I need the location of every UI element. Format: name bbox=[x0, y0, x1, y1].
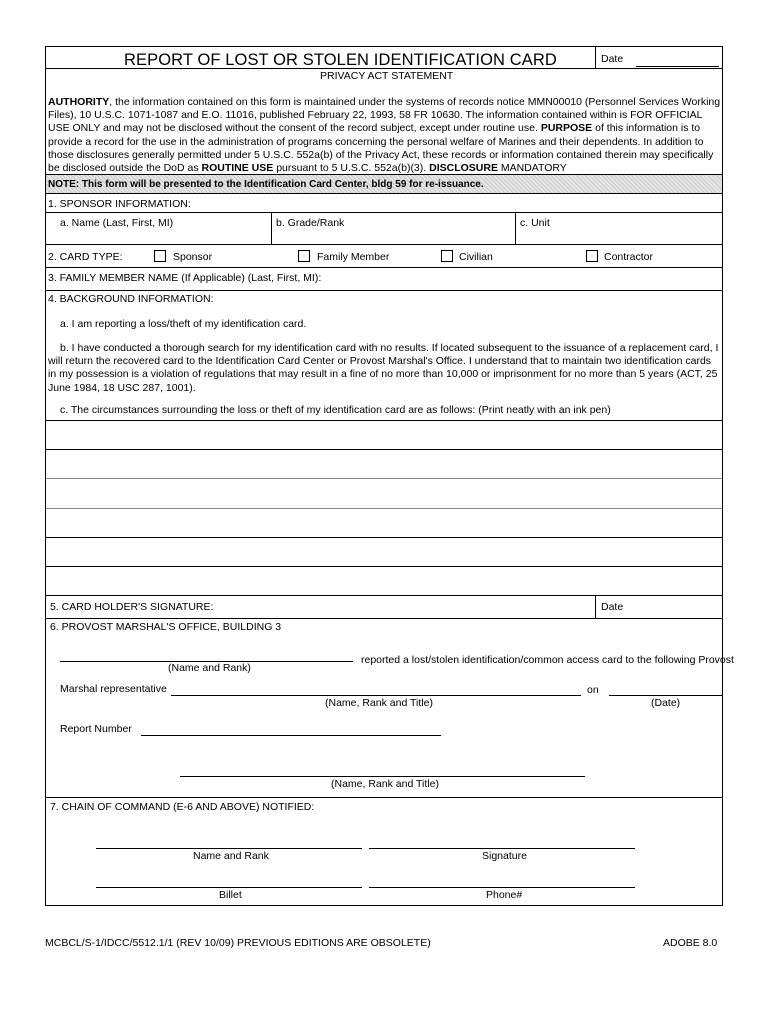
family-member-option-label: Family Member bbox=[317, 251, 390, 263]
authority-text: , the information contained on this form is maintained under the systems of records notice MMN00010 (Personnel Services Working Files), 10 U.S.C. 1071-1087 and E.O. 11016, published February 22, 1993, 58 FR 10630. The information contained within is FOR OFFICIAL USE ONLY and may not be disclosed without the consent of the record subject, except under routine use. bbox=[48, 96, 721, 135]
background-item-a: a. I am reporting a loss/theft of my identification card. bbox=[60, 318, 307, 330]
card-holder-signature-label: 5. CARD HOLDER'S SIGNATURE: bbox=[50, 601, 214, 613]
circumstances-line[interactable] bbox=[46, 449, 722, 450]
background-item-b: b. I have conducted a thorough search for my identification card with no results. If located subsequent to the issuance of a replacement card, I will return the recovered card to the Identification Card Center or Provost Marshal's Office. I understand that to maintain two identification cards in my possession is a violation of regulations that may result in a fine of no more than 10,000 or imprisonment for no more than 5 years (ACT, 25 June 1984, 18 USC 287, 1001). bbox=[48, 342, 719, 394]
note-band bbox=[46, 174, 722, 194]
chain-billet-caption: Billet bbox=[219, 889, 242, 901]
report-form bbox=[45, 46, 734, 906]
chain-of-command-heading: 7. CHAIN OF COMMAND (E-6 AND ABOVE) NOTIFIED: bbox=[50, 801, 315, 813]
card-type-heading: 2. CARD TYPE: bbox=[48, 251, 123, 263]
divider bbox=[46, 68, 722, 69]
chain-name-rank-field[interactable] bbox=[96, 848, 362, 849]
privacy-heading: PRIVACY ACT STATEMENT bbox=[320, 70, 454, 82]
circumstances-line[interactable] bbox=[46, 537, 722, 538]
divider bbox=[46, 267, 722, 268]
report-number-field[interactable] bbox=[141, 735, 441, 736]
marshal-representative-label: Marshal representative bbox=[60, 683, 167, 695]
name-rank-title-caption-2: (Name, Rank and Title) bbox=[331, 778, 439, 790]
divider bbox=[46, 595, 722, 596]
routine-text: pursuant to 5 U.S.C. 552a(b)(3). bbox=[273, 162, 430, 175]
routine-label: ROUTINE USE bbox=[201, 162, 274, 175]
official-name-field[interactable] bbox=[180, 776, 585, 777]
form-title: REPORT OF LOST OR STOLEN IDENTIFICATION CARD bbox=[124, 51, 557, 69]
circumstances-line[interactable] bbox=[46, 508, 722, 509]
sponsor-heading: 1. SPONSOR INFORMATION: bbox=[48, 198, 191, 210]
signature-date-label: Date bbox=[601, 601, 624, 613]
divider bbox=[46, 618, 722, 619]
chain-phone-field[interactable] bbox=[369, 887, 635, 888]
date-caption: (Date) bbox=[651, 697, 681, 709]
chain-signature-field[interactable] bbox=[369, 848, 635, 849]
divider bbox=[515, 212, 516, 244]
report-date-field[interactable] bbox=[609, 695, 722, 696]
sponsor-name-label: a. Name (Last, First, MI) bbox=[60, 217, 174, 229]
date-field[interactable] bbox=[636, 66, 719, 67]
disclosure-text: MANDATORY bbox=[497, 162, 567, 175]
background-heading: 4. BACKGROUND INFORMATION: bbox=[48, 293, 214, 305]
civilian-checkbox[interactable] bbox=[441, 250, 453, 262]
note-text: NOTE: This form will be presented to the Identification Card Center, bldg 59 for re-issuance. bbox=[48, 179, 484, 190]
family-member-name-label: 3. FAMILY MEMBER NAME (If Applicable) (Last, First, MI): bbox=[48, 272, 322, 284]
authority-label: AUTHORITY bbox=[48, 96, 110, 108]
purpose-text: of this information is to provide a record for the use in the administration of programs concerning the personal welfare of Marines and their dependents. In addition to those disclosures generally permitted under 5 U.S.C. 552a(b) of the Privacy Act, these records or information contained therein may specifically be disclosed outside the DoD as bbox=[48, 122, 714, 175]
name-rank-title-caption: (Name, Rank and Title) bbox=[325, 697, 433, 709]
family-member-checkbox[interactable] bbox=[298, 250, 310, 262]
date-label: Date bbox=[601, 53, 624, 65]
chain-phone-caption: Phone# bbox=[486, 889, 523, 901]
chain-billet-field[interactable] bbox=[96, 887, 362, 888]
purpose-label: PURPOSE bbox=[540, 122, 593, 135]
divider bbox=[595, 47, 596, 68]
reported-text: reported a lost/stolen identification/common access card to the following Provost bbox=[361, 654, 734, 666]
chain-name-rank-caption: Name and Rank bbox=[193, 850, 269, 862]
on-label: on bbox=[587, 684, 599, 696]
circumstances-line[interactable] bbox=[46, 420, 722, 421]
disclosure-label: DISCLOSURE bbox=[429, 162, 498, 175]
privacy-statement bbox=[48, 96, 724, 175]
form-number-footer: MCBCL/S-1/IDCC/5512.1/1 (REV 10/09) PREVIOUS EDITIONS ARE OBSOLETE) bbox=[45, 937, 431, 949]
report-number-label: Report Number bbox=[60, 723, 132, 735]
representative-name-field[interactable] bbox=[171, 695, 581, 696]
circumstances-line[interactable] bbox=[46, 478, 722, 479]
software-version-footer: ADOBE 8.0 bbox=[663, 937, 718, 949]
divider bbox=[46, 212, 722, 213]
grade-rank-label: b. Grade/Rank bbox=[276, 217, 345, 229]
divider bbox=[46, 797, 722, 798]
chain-signature-caption: Signature bbox=[482, 850, 527, 862]
contractor-option-label: Contractor bbox=[604, 251, 654, 263]
divider bbox=[271, 212, 272, 244]
name-and-rank-caption: (Name and Rank) bbox=[168, 662, 251, 674]
background-item-c: c. The circumstances surrounding the loss or theft of my identification card are as follows: (Print neatly with an ink pen) bbox=[60, 404, 611, 416]
contractor-checkbox[interactable] bbox=[586, 250, 598, 262]
sponsor-option-label: Sponsor bbox=[173, 251, 213, 263]
sponsor-checkbox[interactable] bbox=[154, 250, 166, 262]
unit-label: c. Unit bbox=[520, 217, 550, 229]
circumstances-line[interactable] bbox=[46, 566, 722, 567]
divider bbox=[46, 290, 722, 291]
divider bbox=[46, 244, 722, 245]
civilian-option-label: Civilian bbox=[459, 251, 493, 263]
divider bbox=[595, 595, 596, 618]
provost-heading: 6. PROVOST MARSHAL'S OFFICE, BUILDING 3 bbox=[50, 621, 282, 633]
